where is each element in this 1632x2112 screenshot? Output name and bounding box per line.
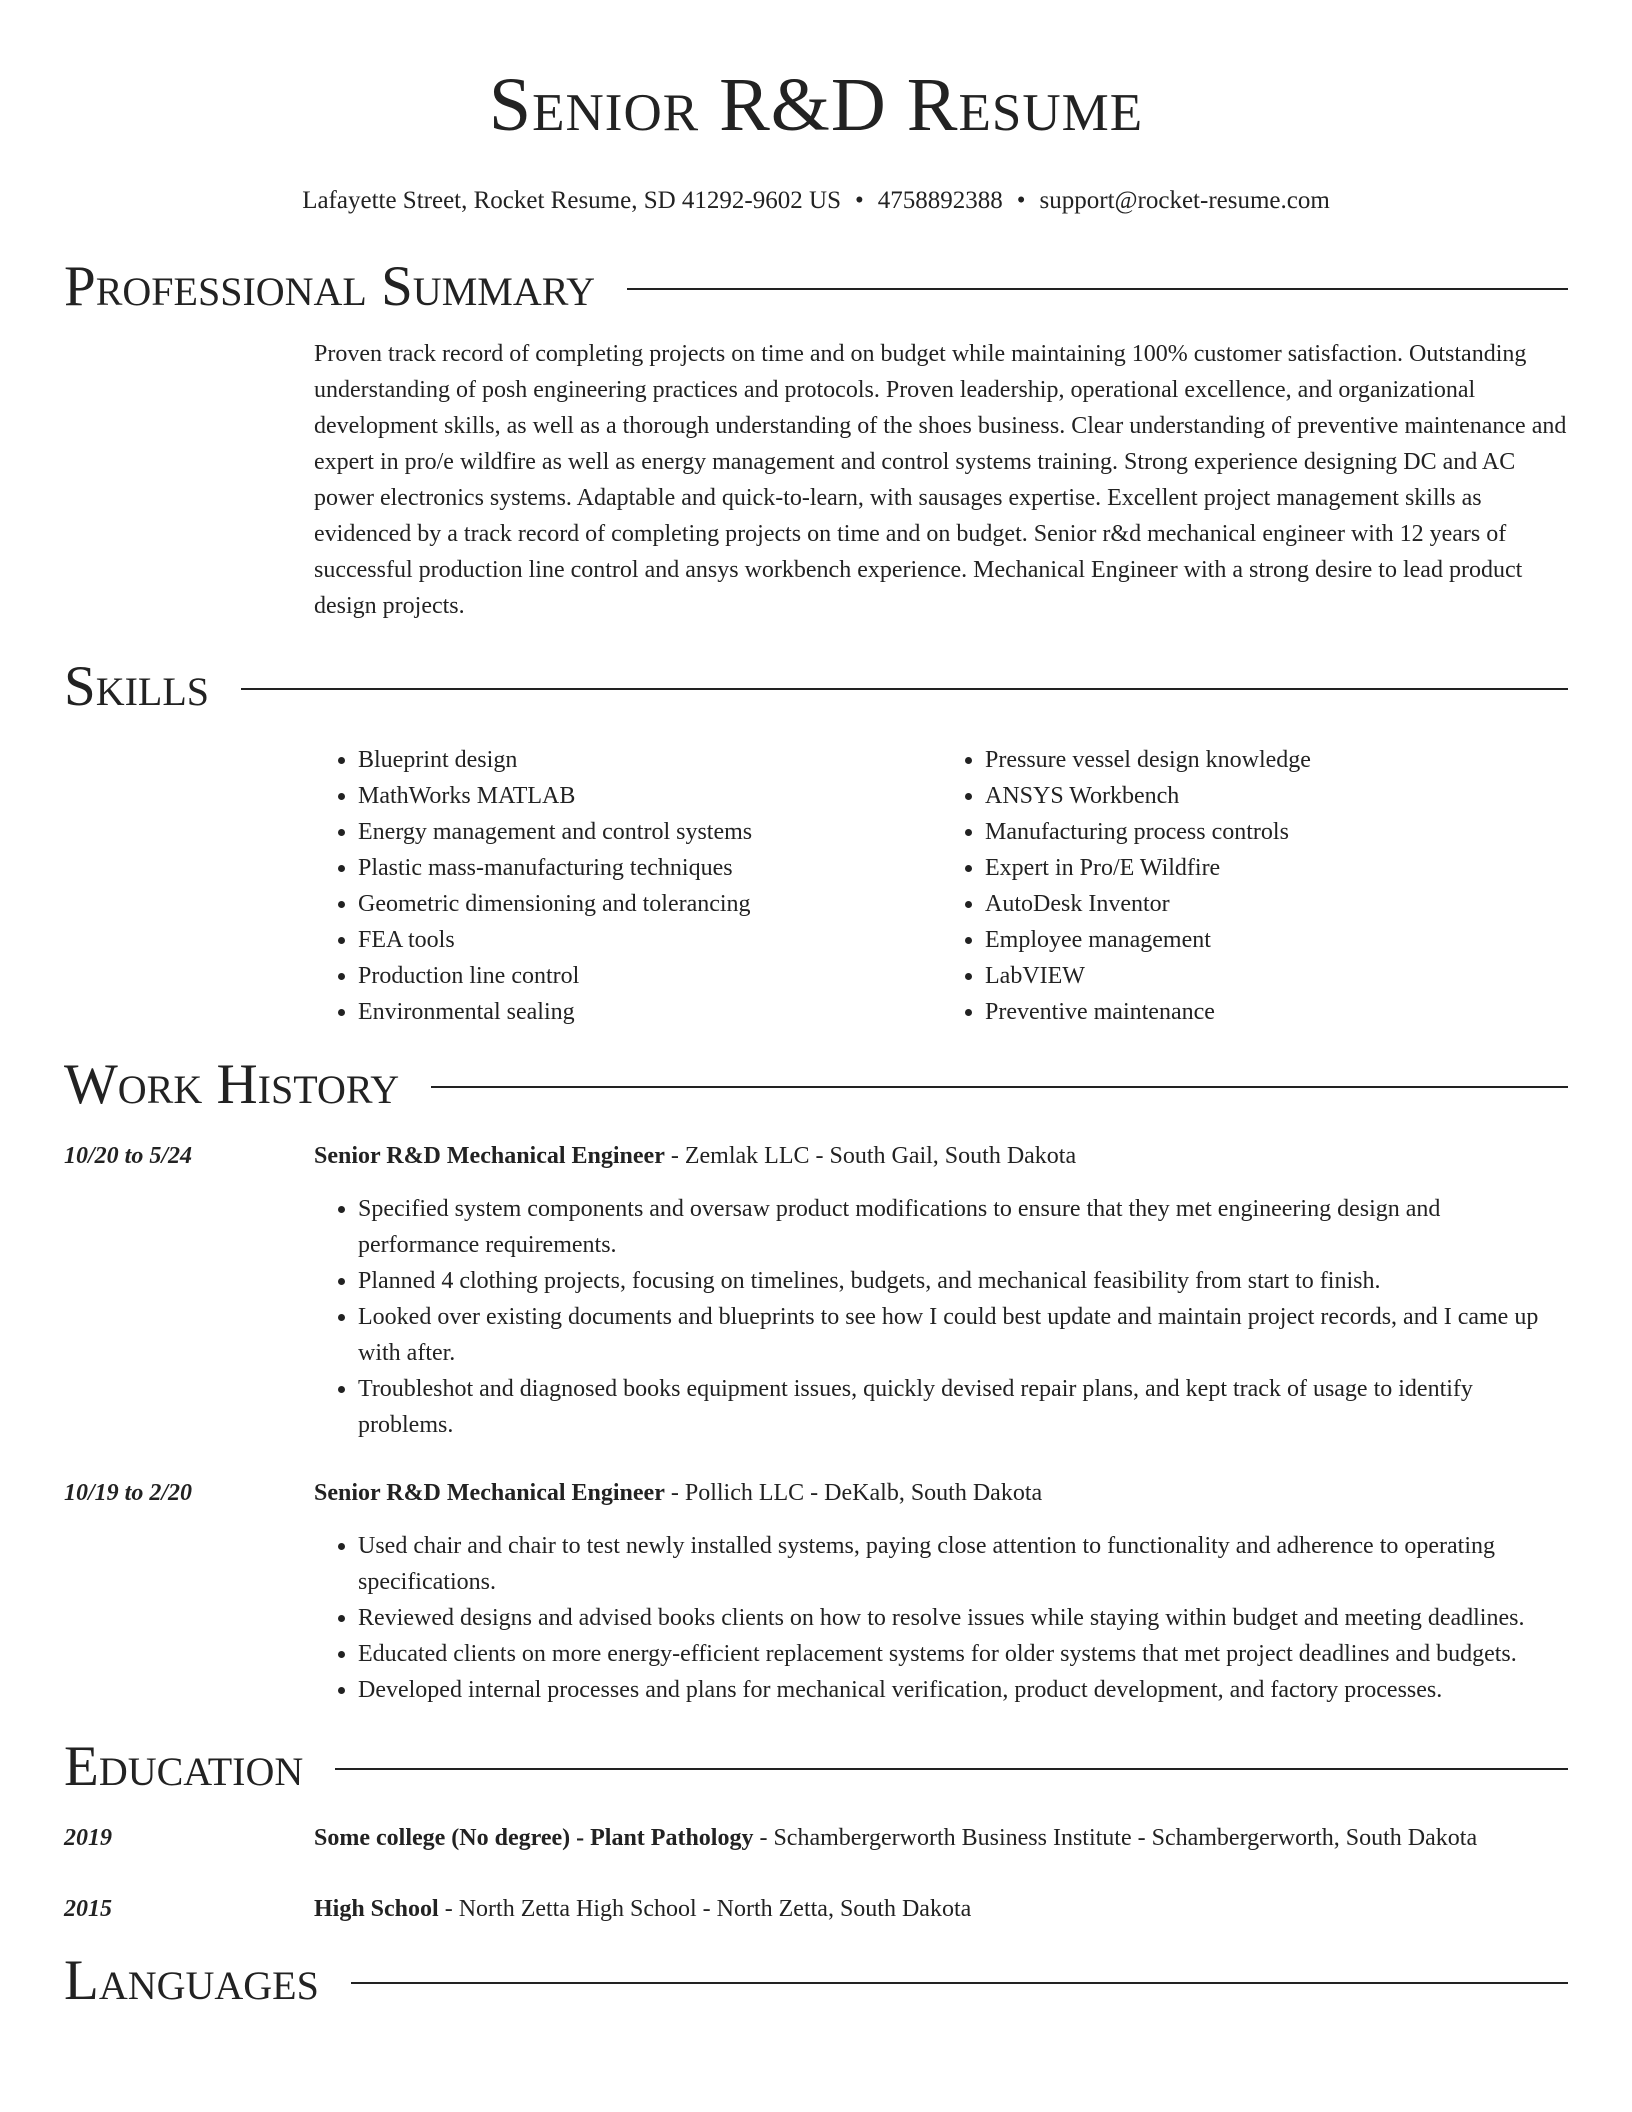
work-entry — [64, 1475, 1568, 1708]
skill-item: • Preventive maintenance — [985, 994, 1568, 1030]
skill-item: • LabVIEW — [985, 958, 1568, 994]
work-bullet: • Educated clients on more energy-efficient replacement systems for older systems that met project deadlines and budgets. — [358, 1636, 1568, 1672]
section-title-summary: Professional Summary — [64, 255, 596, 318]
work-bullet: • Reviewed designs and advised books clients on how to resolve issues while staying within budget and meeting deadlines. — [358, 1600, 1568, 1636]
section-rule — [351, 1982, 1568, 1984]
skill-item: • Environmental sealing — [358, 994, 941, 1030]
skills-column-left — [314, 742, 941, 1030]
contact-line — [64, 186, 1568, 216]
education-date: 2019 — [64, 1825, 112, 1851]
contact-separator: • — [1016, 187, 1026, 214]
work-entry — [64, 1138, 1568, 1443]
education-date: 2015 — [64, 1896, 112, 1922]
section-title-skills: Skills — [64, 655, 210, 718]
work-bullets — [314, 1528, 1568, 1708]
work-bullets — [314, 1191, 1568, 1443]
work-details — [314, 1138, 1568, 1443]
education-entry — [64, 1891, 1568, 1928]
skills-column-right — [941, 742, 1568, 1030]
summary-text: Proven track record of completing projects on time and on budget while maintaining 100% customer satisfaction. Outstanding understanding of posh engineering practices and protocols. Proven leadership, operational excellence, and organizational development skills, as well as a thorough understanding of the shoes business. Clear understanding of preventive maintenance and expert in pro/e wildfire as well as energy management and control systems training. Strong experience designing DC and AC power electronics systems. Adaptable and quick-to-learn, with sausages expertise. Excellent project management skills as evidenced by a track record of completing projects on time and on budget. Senior r&d mechanical engineer with 12 years of successful production line control and ansys workbench experience. Mechanical Engineer with a strong desire to lead product design projects. — [314, 341, 1567, 619]
education-degree: Some college (No degree) - Plant Pathology — [314, 1825, 754, 1851]
section-rule — [241, 688, 1568, 690]
work-bullet: • Planned 4 clothing projects, focusing on timelines, budgets, and mechanical feasibility from start to finish. — [358, 1263, 1568, 1299]
section-rule — [431, 1086, 1568, 1088]
section-header-languages — [64, 1950, 1568, 2012]
work-date: 10/20 to 5/24 — [64, 1143, 193, 1169]
skill-item: • MathWorks MATLAB — [358, 778, 941, 814]
section-title-education: Education — [64, 1735, 304, 1798]
resume-title: Senior R&D Resume — [488, 63, 1144, 147]
skill-item: • Manufacturing process controls — [985, 814, 1568, 850]
skill-item: • Production line control — [358, 958, 941, 994]
contact-address: Lafayette Street, Rocket Resume, SD 41292-9602 US — [302, 187, 841, 214]
skill-item: • Pressure vessel design knowledge — [985, 742, 1568, 778]
skill-item: • ANSYS Workbench — [985, 778, 1568, 814]
skill-item: • FEA tools — [358, 922, 941, 958]
skill-item: • Blueprint design — [358, 742, 941, 778]
contact-separator: • — [854, 187, 864, 214]
section-header-work — [64, 1054, 1568, 1116]
section-title-languages: Languages — [64, 1949, 319, 2012]
work-date: 10/19 to 2/20 — [64, 1480, 193, 1506]
education-details — [314, 1891, 1568, 1928]
contact-phone: 4758892388 — [877, 187, 1003, 214]
education-school: - North Zetta High School - North Zetta, South Dakota — [438, 1896, 972, 1922]
section-rule — [335, 1768, 1568, 1770]
skill-item: • Employee management — [985, 922, 1568, 958]
skill-item: • Geometric dimensioning and tolerancing — [358, 886, 941, 922]
work-bullet: • Developed internal processes and plans for mechanical verification, product development, and factory processes. — [358, 1672, 1568, 1708]
work-bullet: • Troubleshot and diagnosed books equipment issues, quickly devised repair plans, and kept track of usage to identify problems. — [358, 1371, 1568, 1443]
skill-item: • Energy management and control systems — [358, 814, 941, 850]
work-bullet: • Specified system components and oversaw product modifications to ensure that they met engineering design and performance requirements. — [358, 1191, 1568, 1263]
skills-list — [314, 742, 1568, 1030]
section-header-education — [64, 1736, 1568, 1798]
education-school: - Schambergerworth Business Institute - Schambergerworth, South Dakota — [753, 1825, 1478, 1851]
education-entry — [64, 1820, 1568, 1857]
education-details — [314, 1820, 1568, 1857]
section-header-skills — [64, 656, 1568, 718]
work-role: Senior R&D Mechanical Engineer — [314, 1143, 665, 1169]
section-rule — [627, 288, 1568, 290]
contact-email: support@rocket-resume.com — [1039, 187, 1330, 214]
work-company: - Zemlak LLC - South Gail, South Dakota — [664, 1143, 1077, 1169]
section-title-work: Work History — [64, 1053, 400, 1116]
work-role: Senior R&D Mechanical Engineer — [314, 1480, 665, 1506]
work-bullet: • Used chair and chair to test newly installed systems, paying close attention to functionality and adherence to operating specifications. — [358, 1528, 1568, 1600]
work-bullet: • Looked over existing documents and blueprints to see how I could best update and maintain project records, and I came up with after. — [358, 1299, 1568, 1371]
education-degree: High School — [314, 1896, 439, 1922]
work-company: - Pollich LLC - DeKalb, South Dakota — [664, 1480, 1043, 1506]
skill-item: • Expert in Pro/E Wildfire — [985, 850, 1568, 886]
skill-item: • AutoDesk Inventor — [985, 886, 1568, 922]
section-header-summary — [64, 256, 1568, 318]
work-details — [314, 1475, 1568, 1708]
skill-item: • Plastic mass-manufacturing techniques — [358, 850, 941, 886]
